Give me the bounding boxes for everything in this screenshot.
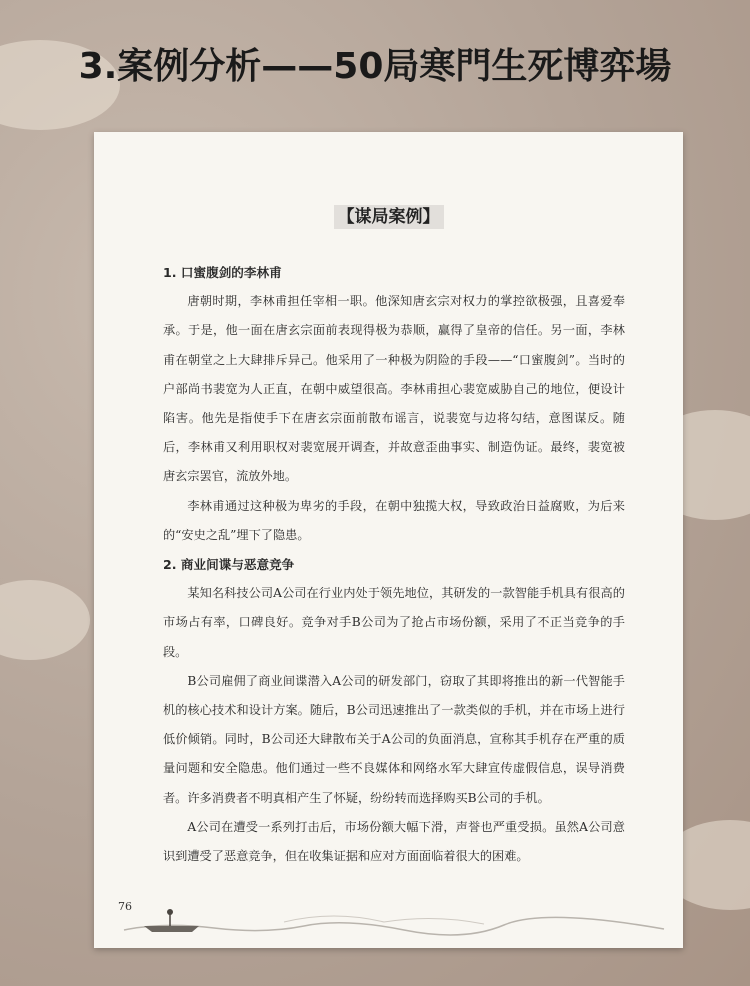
paragraph: 某知名科技公司A公司在行业内处于领先地位，其研发的一款智能手机具有很高的市场占有率，口碑良好。竞争对手B公司为了抢占市场份额，采用了不正当竞争的手段。 [163, 586, 625, 659]
paragraph: A公司在遭受一系列打击后，市场份额大幅下滑，声誉也严重受损。虽然A公司意识到遭受了恶意竞争，但在收集证据和应对方面面临着很大的困难。 [163, 819, 625, 864]
paragraph: B公司雇佣了商业间谍潜入A公司的研发部门，窃取了其即将推出的新一代智能手机的核心技术和设计方案。随后，B公司迅速推出了一款类似的手机，并在市场上进行低价倾销。同时，B公司还大肆散布关于A公司的负面消息，宣称其手机存在严重的质量问题和安全隐患。他们通过一些不良媒体和网络水军大肆宣传虚假信息，误导消费者。许多消费者不明真相产生了怀疑，纷纷转而选择购买B公司的手机。 [163, 673, 625, 805]
cloud-decoration [0, 580, 90, 660]
boat-icon [144, 926, 199, 932]
ink-landscape-illustration [104, 892, 674, 942]
paragraph: 唐朝时期，李林甫担任宰相一职。他深知唐玄宗对权力的掌控欲极强，且喜爱奉承。于是，他一面在唐玄宗面前表现得极为恭顺，赢得了皇帝的信任。另一面，李林甫在朝堂之上大肆排斥异己。他采用了一种极为阴险的手段——“口蜜腹剑”。当时的户部尚书裴宽为人正直，在朝中威望很高。李林甫担心裴宽威胁自己的地位，便设计陷害。他先是指使手下在唐玄宗面前散布谣言，说裴宽与边将勾结，意图谋反。随后，李林甫又利用职权对裴宽展开调查，并故意歪曲事实、制造伪证。最终，裴宽被唐玄宗罢官，流放外地。 [163, 294, 625, 484]
book-page [94, 132, 683, 948]
page-number: 76 [118, 900, 132, 913]
banner-title: 3.案例分析——50局寒門生死博弈場 [78, 46, 672, 87]
case-heading: 1. 口蜜腹剑的李林甫 [163, 265, 282, 280]
section-title-text: 【谋局案例】 [334, 205, 444, 229]
paragraph: 李林甫通过这种极为卑劣的手段，在朝中独揽大权，导致政治日益腐败，为后来的“安史之乱”埋下了隐患。 [163, 498, 625, 542]
section-title [94, 202, 683, 227]
page-content [163, 258, 625, 871]
case-heading: 2. 商业间谍与恶意竞争 [163, 557, 295, 573]
